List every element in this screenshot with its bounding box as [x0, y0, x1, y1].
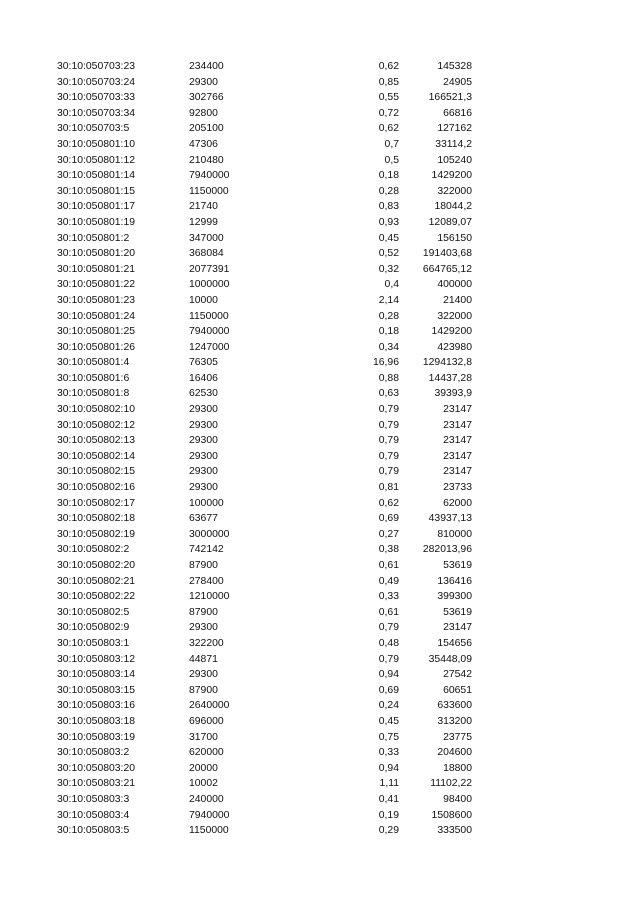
cadastral-number-cell: 30:10:050802:15	[57, 466, 136, 478]
value-cell: 11102,22	[430, 778, 472, 790]
table-row	[0, 808, 640, 824]
rate-cell: 0,93	[378, 216, 399, 228]
table-row	[0, 184, 640, 200]
area-cell: 210480	[189, 154, 224, 166]
cadastral-number-cell: 30:10:050703:34	[57, 107, 136, 119]
area-cell: 368084	[189, 248, 224, 260]
value-cell: 399300	[437, 591, 472, 603]
rate-cell: 0,45	[378, 715, 399, 727]
rate-cell: 0,62	[378, 123, 399, 135]
area-cell: 47306	[189, 138, 218, 150]
value-cell: 810000	[437, 528, 472, 540]
value-cell: 105240	[437, 154, 472, 166]
area-cell: 29300	[189, 435, 218, 447]
area-cell: 87900	[189, 606, 218, 618]
area-cell: 16406	[189, 372, 218, 384]
data-table	[0, 59, 640, 839]
rate-cell: 0,45	[378, 232, 399, 244]
rate-cell: 16,96	[372, 357, 399, 369]
cadastral-number-cell: 30:10:050801:25	[57, 326, 136, 338]
cadastral-number-cell: 30:10:050703:23	[57, 61, 136, 72]
table-row	[0, 199, 640, 215]
area-cell: 7940000	[189, 326, 230, 338]
area-cell: 20000	[189, 762, 218, 774]
value-cell: 62000	[443, 497, 472, 509]
table-row	[0, 667, 640, 683]
cadastral-number-cell: 30:10:050801:17	[57, 201, 136, 213]
area-cell: 21740	[189, 201, 218, 213]
area-cell: 92800	[189, 107, 218, 119]
cadastral-number-cell: 30:10:050801:21	[57, 263, 136, 275]
value-cell: 633600	[437, 700, 472, 712]
value-cell: 145328	[437, 61, 472, 72]
value-cell: 166521,3	[428, 92, 472, 104]
value-cell: 23147	[443, 435, 472, 447]
value-cell: 664765,12	[422, 263, 472, 275]
area-cell: 10000	[189, 294, 218, 306]
cadastral-number-cell: 30:10:050703:24	[57, 76, 136, 88]
table-row	[0, 620, 640, 636]
cadastral-number-cell: 30:10:050703:5	[57, 123, 130, 135]
table-row	[0, 121, 640, 137]
area-cell: 29300	[189, 450, 218, 462]
cadastral-number-cell: 30:10:050801:6	[57, 372, 130, 384]
cadastral-number-cell: 30:10:050803:18	[57, 715, 136, 727]
value-cell: 282013,96	[422, 544, 472, 556]
rate-cell: 0,72	[378, 107, 399, 119]
table-row	[0, 449, 640, 465]
cadastral-number-cell: 30:10:050801:8	[57, 388, 130, 400]
cadastral-number-cell: 30:10:050803:1	[57, 637, 130, 649]
area-cell: 696000	[189, 715, 224, 727]
area-cell: 742142	[189, 544, 224, 556]
cadastral-number-cell: 30:10:050802:10	[57, 404, 136, 416]
table-row	[0, 574, 640, 590]
rate-cell: 0,49	[378, 575, 399, 587]
cadastral-number-cell: 30:10:050801:10	[57, 138, 136, 150]
cadastral-number-cell: 30:10:050803:14	[57, 669, 136, 681]
area-cell: 3000000	[189, 528, 230, 540]
table-row	[0, 636, 640, 652]
value-cell: 322000	[437, 310, 472, 322]
table-row	[0, 418, 640, 434]
table-row	[0, 433, 640, 449]
rate-cell: 1,11	[379, 778, 399, 790]
cadastral-number-cell: 30:10:050801:2	[57, 232, 130, 244]
value-cell: 53619	[443, 560, 472, 571]
table-row	[0, 652, 640, 668]
table-row	[0, 823, 640, 839]
cadastral-number-cell: 30:10:050801:12	[57, 154, 136, 166]
cadastral-number-cell: 30:10:050803:2	[57, 747, 130, 759]
area-cell: 44871	[189, 653, 218, 665]
table-row	[0, 589, 640, 605]
table-row	[0, 402, 640, 418]
rate-cell: 0,79	[378, 404, 399, 416]
area-cell: 12999	[189, 216, 218, 228]
cadastral-number-cell: 30:10:050803:19	[57, 731, 136, 743]
rate-cell: 0,19	[378, 809, 399, 821]
rate-cell: 0,38	[378, 544, 399, 556]
rate-cell: 0,52	[378, 248, 399, 260]
cadastral-number-cell: 30:10:050801:26	[57, 341, 136, 353]
rate-cell: 0,33	[378, 591, 399, 603]
cadastral-number-cell: 30:10:050801:15	[57, 185, 136, 197]
table-row	[0, 246, 640, 262]
rate-cell: 0,5	[384, 154, 399, 166]
rate-cell: 0,83	[378, 201, 399, 213]
rate-cell: 0,88	[378, 372, 399, 384]
value-cell: 23147	[443, 419, 472, 431]
value-cell: 18044,2	[434, 201, 472, 213]
value-cell: 204600	[437, 747, 472, 759]
area-cell: 29300	[189, 419, 218, 431]
value-cell: 12089,07	[428, 216, 472, 228]
value-cell: 14437,28	[428, 372, 472, 384]
table-row	[0, 262, 640, 278]
area-cell: 347000	[189, 232, 224, 244]
area-cell: 2077391	[189, 263, 230, 275]
table-row	[0, 745, 640, 761]
rate-cell: 0,79	[378, 622, 399, 634]
area-cell: 322200	[189, 637, 224, 649]
table-row	[0, 90, 640, 106]
rate-cell: 0,79	[378, 466, 399, 478]
rate-cell: 0,63	[378, 388, 399, 400]
table-row	[0, 215, 640, 231]
cadastral-number-cell: 30:10:050803:5	[57, 825, 130, 837]
value-cell: 60651	[443, 684, 472, 696]
value-cell: 53619	[443, 606, 472, 618]
table-row	[0, 527, 640, 543]
cadastral-number-cell: 30:10:050803:16	[57, 700, 136, 712]
rate-cell: 0,94	[378, 669, 399, 681]
value-cell: 23147	[443, 466, 472, 478]
area-cell: 100000	[189, 497, 224, 509]
cadastral-number-cell: 30:10:050801:19	[57, 216, 136, 228]
area-cell: 87900	[189, 560, 218, 571]
rate-cell: 0,28	[378, 310, 399, 322]
value-cell: 33114,2	[435, 138, 472, 150]
value-cell: 136416	[437, 575, 472, 587]
rate-cell: 0,75	[378, 731, 399, 743]
table-row	[0, 386, 640, 402]
area-cell: 1150000	[189, 310, 229, 322]
area-cell: 1210000	[189, 591, 230, 603]
value-cell: 24905	[443, 76, 472, 88]
area-cell: 278400	[189, 575, 224, 587]
table-row	[0, 340, 640, 356]
value-cell: 23147	[443, 404, 472, 416]
cadastral-number-cell: 30:10:050802:13	[57, 435, 136, 447]
rate-cell: 0,29	[378, 825, 399, 837]
rate-cell: 0,28	[378, 185, 399, 197]
value-cell: 39393,9	[434, 388, 472, 400]
rate-cell: 0,79	[378, 653, 399, 665]
area-cell: 87900	[189, 684, 218, 696]
cadastral-number-cell: 30:10:050801:4	[57, 357, 130, 369]
cadastral-number-cell: 30:10:050802:22	[57, 591, 136, 603]
cadastral-number-cell: 30:10:050802:20	[57, 560, 136, 571]
rate-cell: 0,94	[378, 762, 399, 774]
area-cell: 29300	[189, 76, 218, 88]
rate-cell: 0,62	[378, 61, 399, 72]
cadastral-number-cell: 30:10:050802:12	[57, 419, 136, 431]
area-cell: 234400	[189, 61, 224, 72]
rate-cell: 0,79	[378, 435, 399, 447]
area-cell: 240000	[189, 793, 224, 805]
rate-cell: 0,69	[378, 684, 399, 696]
cadastral-number-cell: 30:10:050802:16	[57, 482, 136, 494]
table-row	[0, 309, 640, 325]
rate-cell: 0,69	[378, 513, 399, 525]
cadastral-number-cell: 30:10:050803:12	[57, 653, 136, 665]
cadastral-number-cell: 30:10:050802:17	[57, 497, 136, 509]
table-row	[0, 168, 640, 184]
cadastral-number-cell: 30:10:050802:21	[57, 575, 136, 587]
cadastral-number-cell: 30:10:050801:22	[57, 279, 136, 291]
value-cell: 127162	[437, 123, 472, 135]
value-cell: 1294132,8	[422, 357, 472, 369]
cadastral-number-cell: 30:10:050802:18	[57, 513, 136, 525]
cadastral-number-cell: 30:10:050802:5	[57, 606, 130, 618]
table-row	[0, 558, 640, 574]
cadastral-number-cell: 30:10:050802:9	[57, 622, 130, 634]
table-row	[0, 277, 640, 293]
rate-cell: 0,79	[378, 419, 399, 431]
table-row	[0, 698, 640, 714]
table-row	[0, 605, 640, 621]
table-row	[0, 59, 640, 75]
value-cell: 423980	[437, 341, 472, 353]
value-cell: 23147	[443, 450, 472, 462]
cadastral-number-cell: 30:10:050703:33	[57, 92, 136, 104]
table-row	[0, 464, 640, 480]
area-cell: 1000000	[189, 279, 230, 291]
cadastral-number-cell: 30:10:050802:2	[57, 544, 130, 556]
rate-cell: 0,61	[378, 560, 399, 571]
rate-cell: 0,41	[378, 793, 399, 805]
value-cell: 400000	[437, 279, 472, 291]
value-cell: 313200	[437, 715, 472, 727]
area-cell: 205100	[189, 123, 224, 135]
area-cell: 302766	[189, 92, 224, 104]
area-cell: 76305	[189, 357, 218, 369]
table-row	[0, 683, 640, 699]
value-cell: 156150	[437, 232, 472, 244]
rate-cell: 0,85	[378, 76, 399, 88]
table-row	[0, 542, 640, 558]
rate-cell: 0,4	[384, 279, 399, 291]
value-cell: 18800	[443, 762, 472, 774]
cadastral-number-cell: 30:10:050801:24	[57, 310, 136, 322]
area-cell: 31700	[189, 731, 218, 743]
value-cell: 333500	[437, 825, 472, 837]
area-cell: 10002	[189, 778, 218, 790]
table-row	[0, 792, 640, 808]
table-row	[0, 75, 640, 91]
table-row	[0, 106, 640, 122]
table-row	[0, 730, 640, 746]
value-cell: 98400	[443, 793, 472, 805]
value-cell: 21400	[443, 294, 472, 306]
rate-cell: 0,81	[378, 482, 399, 494]
table-row	[0, 761, 640, 777]
value-cell: 191403,68	[422, 248, 472, 260]
area-cell: 7940000	[189, 170, 230, 182]
table-row	[0, 511, 640, 527]
area-cell: 1150000	[189, 825, 229, 837]
area-cell: 29300	[189, 669, 218, 681]
area-cell: 7940000	[189, 809, 230, 821]
area-cell: 2640000	[189, 700, 230, 712]
area-cell: 29300	[189, 482, 218, 494]
value-cell: 322000	[437, 185, 472, 197]
table-row	[0, 137, 640, 153]
area-cell: 63677	[189, 513, 218, 525]
rate-cell: 0,24	[378, 700, 399, 712]
table-row	[0, 153, 640, 169]
table-row	[0, 714, 640, 730]
rate-cell: 2,14	[378, 294, 399, 306]
value-cell: 27542	[443, 669, 472, 681]
area-cell: 29300	[189, 404, 218, 416]
area-cell: 1247000	[189, 341, 230, 353]
area-cell: 620000	[189, 747, 224, 759]
cadastral-number-cell: 30:10:050801:23	[57, 294, 136, 306]
value-cell: 1429200	[431, 326, 472, 338]
area-cell: 1150000	[189, 185, 229, 197]
cadastral-number-cell: 30:10:050802:14	[57, 450, 136, 462]
rate-cell: 0,61	[378, 606, 399, 618]
value-cell: 1429200	[431, 170, 472, 182]
cadastral-number-cell: 30:10:050801:14	[57, 170, 136, 182]
rate-cell: 0,34	[378, 341, 399, 353]
cadastral-number-cell: 30:10:050803:20	[57, 762, 136, 774]
rate-cell: 0,48	[378, 637, 399, 649]
table-row	[0, 324, 640, 340]
rate-cell: 0,79	[378, 450, 399, 462]
rate-cell: 0,33	[378, 747, 399, 759]
rate-cell: 0,55	[378, 92, 399, 104]
table-row	[0, 496, 640, 512]
table-row	[0, 480, 640, 496]
cadastral-number-cell: 30:10:050802:19	[57, 528, 136, 540]
table-row	[0, 371, 640, 387]
value-cell: 43937,13	[428, 513, 472, 525]
cadastral-number-cell: 30:10:050803:4	[57, 809, 130, 821]
table-row	[0, 293, 640, 309]
value-cell: 23775	[443, 731, 472, 743]
value-cell: 35448,09	[428, 653, 472, 665]
table-row	[0, 776, 640, 792]
cadastral-number-cell: 30:10:050801:20	[57, 248, 136, 260]
value-cell: 23733	[443, 482, 472, 494]
rate-cell: 0,32	[378, 263, 399, 275]
rate-cell: 0,7	[384, 138, 399, 150]
value-cell: 66816	[443, 107, 472, 119]
value-cell: 154656	[437, 637, 472, 649]
cadastral-number-cell: 30:10:050803:3	[57, 793, 130, 805]
rate-cell: 0,18	[378, 170, 399, 182]
value-cell: 1508600	[431, 809, 472, 821]
rate-cell: 0,18	[378, 326, 399, 338]
area-cell: 29300	[189, 466, 218, 478]
area-cell: 62530	[189, 388, 218, 400]
table-row	[0, 355, 640, 371]
table-row	[0, 231, 640, 247]
rate-cell: 0,62	[378, 497, 399, 509]
cadastral-number-cell: 30:10:050803:21	[57, 778, 136, 790]
value-cell: 23147	[443, 622, 472, 634]
rate-cell: 0,27	[378, 528, 399, 540]
area-cell: 29300	[189, 622, 218, 634]
cadastral-number-cell: 30:10:050803:15	[57, 684, 136, 696]
